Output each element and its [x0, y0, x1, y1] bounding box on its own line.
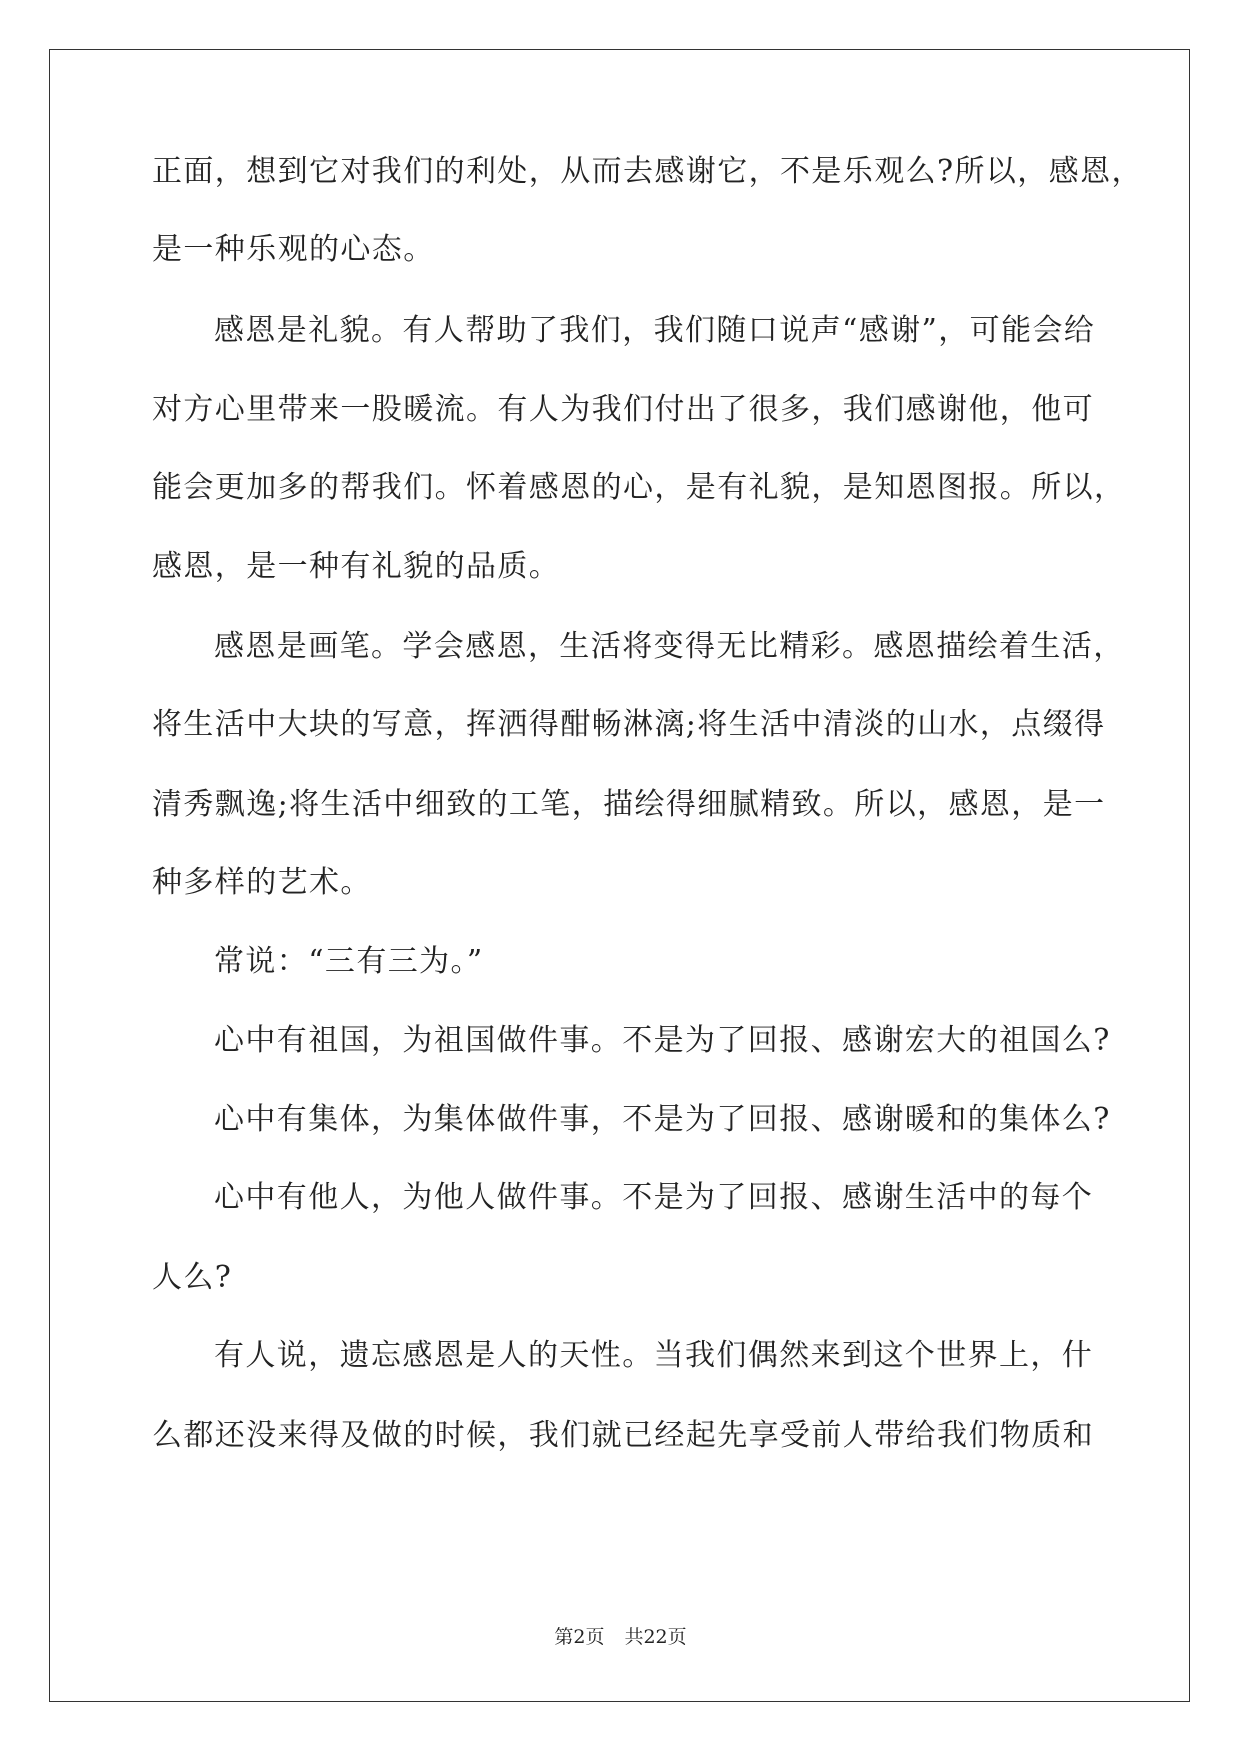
paragraph-start-line: 感恩是礼貌。有人帮助了我们，我们随口说声“感谢”，可能会给	[214, 313, 1096, 348]
paragraph-start-line: 心中有集体，为集体做件事，不是为了回报、感谢暖和的集体么?	[214, 1102, 1111, 1137]
text-line: 感恩，是一种有礼貌的品质。	[152, 549, 561, 584]
text-line: 人么?	[152, 1260, 233, 1295]
text-line: 么都还没来得及做的时候，我们就已经起先享受前人带给我们物质和	[152, 1418, 1094, 1453]
total-pages: 共22页	[624, 1626, 687, 1648]
text-line: 正面，想到它对我们的利处，从而去感谢它，不是乐观么?所以，感恩，	[152, 154, 1143, 189]
text-line: 将生活中大块的写意，挥洒得酣畅淋漓;将生活中清淡的山水，点缀得	[152, 707, 1106, 742]
text-line: 对方心里带来一股暖流。有人为我们付出了很多，我们感谢他，他可	[152, 392, 1094, 427]
paragraph-start-line: 心中有祖国，为祖国做件事。不是为了回报、感谢宏大的祖国么?	[214, 1023, 1111, 1058]
page-footer	[0, 1622, 1241, 1649]
text-line: 能会更加多的帮我们。怀着感恩的心，是有礼貌，是知恩图报。所以，	[152, 470, 1126, 505]
paragraph-start-line: 心中有他人，为他人做件事。不是为了回报、感谢生活中的每个	[214, 1180, 1094, 1215]
paragraph-start-line: 常说：“三有三为。”	[214, 944, 484, 979]
text-line: 种多样的艺术。	[152, 865, 372, 900]
text-line: 清秀飘逸;将生活中细致的工笔，描绘得细腻精致。所以，感恩，是一	[152, 787, 1106, 822]
text-line: 是一种乐观的心态。	[152, 232, 435, 267]
paragraph-start-line: 感恩是画笔。学会感恩，生活将变得无比精彩。感恩描绘着生活，	[214, 629, 1125, 664]
page-number: 第2页	[554, 1626, 605, 1648]
paragraph-start-line: 有人说，遗忘感恩是人的天性。当我们偶然来到这个世界上，什	[214, 1338, 1094, 1373]
